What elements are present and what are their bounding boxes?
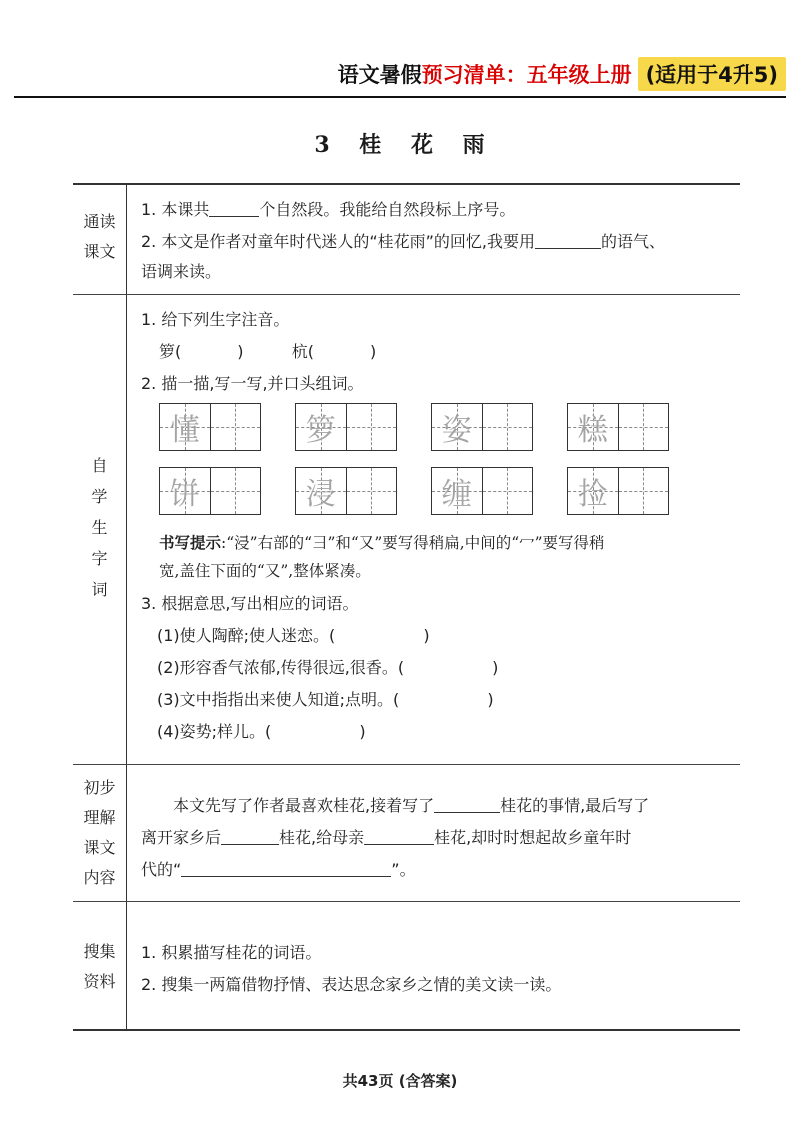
section-label-read: 通读 课文 (83, 212, 116, 261)
tracing-row-1 (159, 403, 669, 451)
writing-tip-cont: 宽,盖住下面的“又”,整体紧凑。 (159, 562, 371, 580)
grade-tag: (适用于4升5) (638, 57, 786, 91)
row-divider (73, 901, 740, 902)
summary-line-2: 离开家乡后 桂花,给母亲 桂花,却时时想起故乡童年时 (141, 828, 632, 847)
self-study-item-3: 3. 根据意思,写出相应的词语。 (141, 594, 359, 613)
tracing-char: 姿 (441, 413, 472, 448)
tracing-char: 箩 (305, 413, 336, 448)
read-item-1: 1. 本课共 个自然段。我能给自然段标上序号。 (141, 200, 516, 219)
paragraph-count-blank[interactable] (209, 200, 259, 217)
tracing-box[interactable] (567, 467, 669, 515)
tracing-box[interactable] (431, 403, 533, 451)
writing-tip-label: 书写提示 (159, 533, 222, 552)
summary-blank[interactable] (181, 860, 391, 877)
summary-line-3: 代的“ ”。 (141, 860, 416, 879)
section-self-study (141, 295, 732, 764)
read-item-2-cont: 语调来读。 (141, 262, 222, 281)
tracing-box[interactable] (295, 467, 397, 515)
section-label-understand: 初步 理解 课文 内容 (83, 778, 116, 887)
tracing-char: 浸 (305, 477, 336, 512)
summary-line-1: 本文先写了作者最喜欢桂花,接着写了 桂花的事情,最后写了 (173, 796, 650, 815)
tone-blank[interactable] (535, 232, 601, 249)
tracing-box[interactable] (159, 403, 261, 451)
meaning-item: (3)文中指指出来使人知道;点明。( ) (157, 690, 494, 709)
summary-blank[interactable] (434, 796, 500, 813)
worksheet-table (73, 183, 740, 1031)
writing-tip: 书写提示:“浸”右部的“彐”和“又”要写得稍扁,中间的“冖”要写得稍 (159, 533, 605, 552)
pinyin-char: 杭 (291, 342, 308, 361)
tracing-box[interactable] (295, 403, 397, 451)
tracing-char: 糕 (577, 413, 608, 448)
tracing-char: 捡 (577, 477, 608, 512)
section-label-self-study: 自 学 生 字 词 (91, 456, 108, 599)
tracing-char: 懂 (169, 413, 200, 448)
lesson-title-char: 雨 (462, 132, 486, 158)
meaning-item: (2)形容香气浓郁,传得很远,很香。( ) (157, 658, 499, 677)
pinyin-char: 箩 (159, 342, 176, 361)
header-title-part1: 语文暑假 (337, 63, 422, 87)
lesson-number: 3 (314, 132, 331, 158)
tracing-row-2 (159, 467, 669, 515)
series-header (338, 56, 786, 92)
summary-blank[interactable] (221, 828, 279, 845)
header-divider (14, 96, 786, 98)
section-label-collect: 搜集 资料 (83, 942, 116, 991)
summary-blank[interactable] (364, 828, 434, 845)
lesson-title (0, 128, 800, 159)
lesson-title-char: 花 (410, 132, 434, 158)
meaning-item: (4)姿势;样儿。( ) (157, 722, 366, 741)
self-study-item-2: 2. 描一描,写一写,并口头组词。 (141, 374, 364, 393)
read-item-2: 2. 本文是作者对童年时代迷人的“桂花雨”的回忆,我要用 的语气、 (141, 232, 666, 251)
page-footer: 共43页 (含答案) (342, 1072, 458, 1090)
meaning-item: (1)使人陶醉;使人迷恋。( ) (157, 626, 430, 645)
tracing-box[interactable] (431, 467, 533, 515)
collect-item-2: 2. 搜集一两篇借物抒情、表达思念家乡之情的美文读一读。 (141, 975, 562, 994)
column-divider (126, 185, 127, 1029)
row-divider (73, 764, 740, 765)
tracing-char: 缠 (441, 477, 472, 512)
collect-item-1: 1. 积累描写桂花的词语。 (141, 943, 322, 962)
tracing-box[interactable] (159, 467, 261, 515)
pinyin-row: 箩( ) 杭( ) (159, 342, 377, 361)
tracing-char: 饼 (169, 477, 200, 512)
tracing-box[interactable] (567, 403, 669, 451)
lesson-title-char: 桂 (359, 132, 383, 158)
self-study-item-1: 1. 给下列生字注音。 (141, 310, 290, 329)
header-title-part2: 预习清单：五年级上册 (421, 63, 632, 87)
